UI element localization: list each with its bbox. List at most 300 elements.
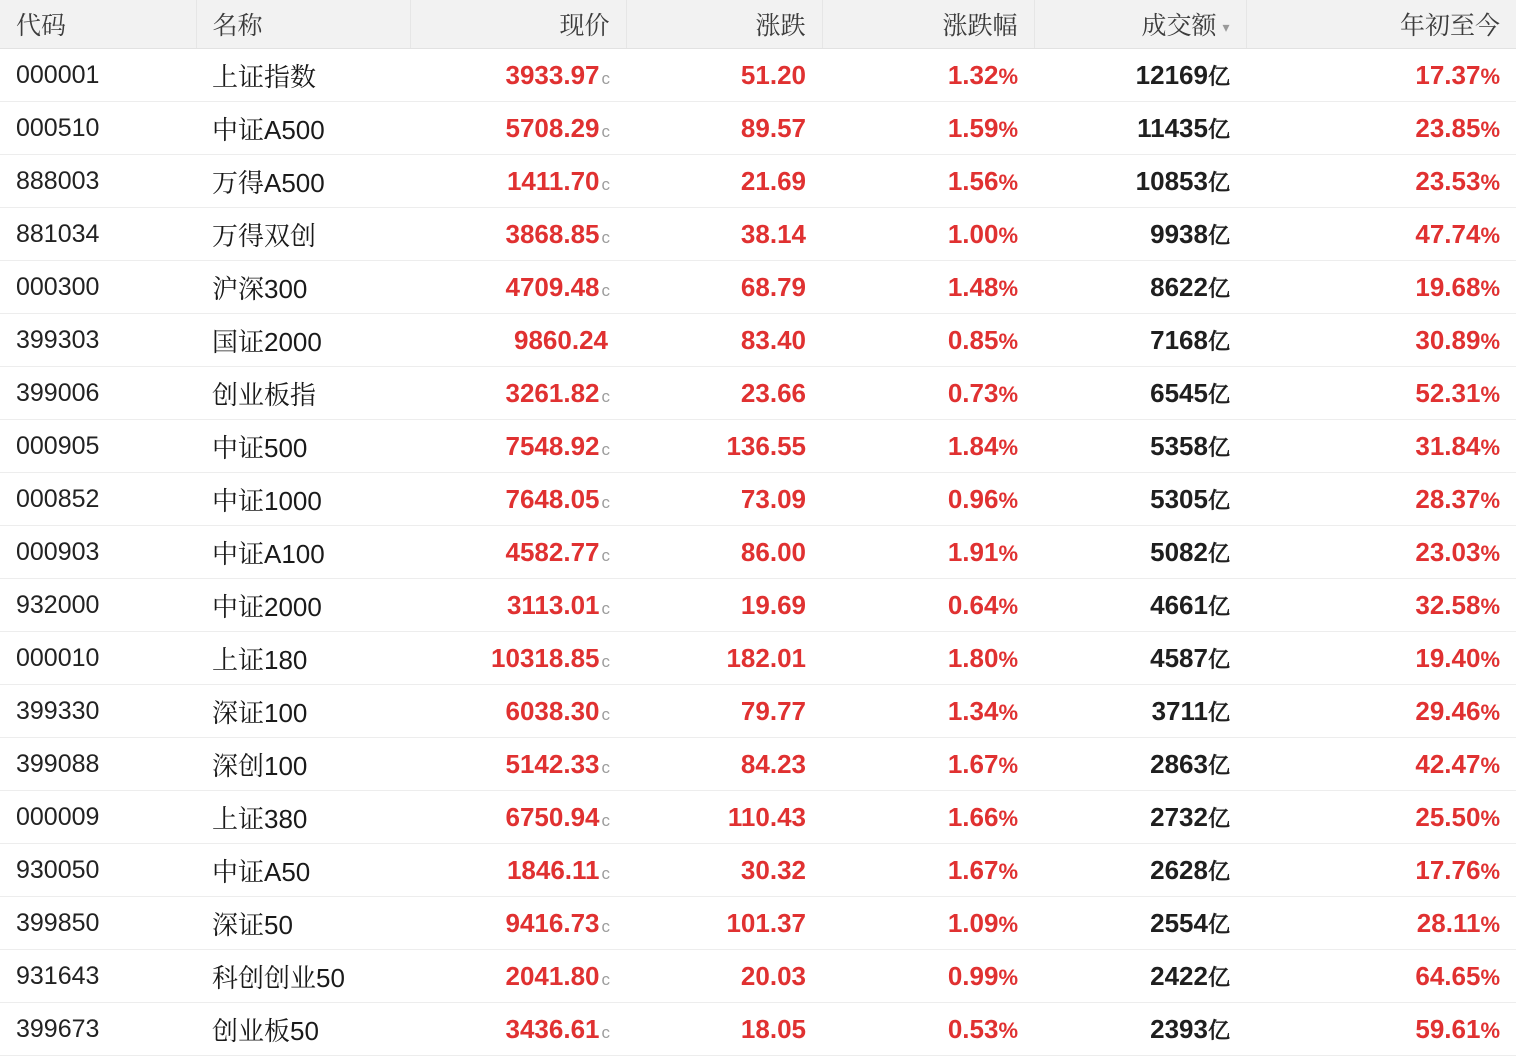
- table-row[interactable]: [0, 738, 1516, 791]
- cell-amount: [1034, 367, 1246, 420]
- cell-name: [196, 420, 410, 473]
- cell-change: [626, 685, 822, 738]
- amount-suffix-label: 亿: [1207, 275, 1230, 301]
- cell-amount: [1034, 579, 1246, 632]
- cell-ytd: [1246, 844, 1516, 897]
- cell-value: 1.48: [947, 271, 999, 302]
- amount-suffix-label: 亿: [1207, 63, 1230, 89]
- percent-suffix-label: %: [998, 487, 1018, 513]
- cell-value: 10318.85: [491, 642, 600, 673]
- cell-code: [0, 367, 196, 420]
- column-header-code[interactable]: [0, 0, 196, 49]
- percent-suffix-label: %: [1480, 540, 1500, 566]
- cell-change-percent: [822, 208, 1034, 261]
- cell-value: 万得双创: [212, 220, 317, 251]
- cell-value: 399330: [16, 696, 100, 725]
- cell-value: 1.09: [947, 907, 999, 938]
- cell-ytd: [1246, 473, 1516, 526]
- price-suffix-label: c: [601, 810, 610, 830]
- cell-value: 2732: [1150, 801, 1208, 832]
- cell-value: 399850: [16, 908, 100, 937]
- cell-amount: [1034, 897, 1246, 950]
- cell-value: 17.76: [1415, 854, 1481, 885]
- price-suffix-label: c: [601, 121, 610, 141]
- cell-value: 888003: [16, 166, 100, 195]
- column-header-label: 名称: [212, 12, 263, 40]
- amount-suffix-label: 亿: [1207, 381, 1230, 407]
- cell-name: [196, 208, 410, 261]
- price-suffix-label: c: [601, 916, 610, 936]
- percent-suffix-label: %: [998, 858, 1018, 884]
- cell-change: [626, 473, 822, 526]
- cell-value: 8622: [1150, 271, 1208, 302]
- cell-change-percent: [822, 155, 1034, 208]
- cell-value: 9416.73: [505, 907, 600, 938]
- cell-change-percent: [822, 49, 1034, 102]
- cell-price: [410, 791, 626, 844]
- percent-suffix-label: %: [1480, 752, 1500, 778]
- table-row[interactable]: [0, 844, 1516, 897]
- cell-ytd: [1246, 1003, 1516, 1056]
- amount-suffix-label: 亿: [1207, 646, 1230, 672]
- cell-change: [626, 208, 822, 261]
- cell-value: 上证指数: [212, 61, 317, 92]
- cell-value: 19.69: [740, 589, 806, 620]
- cell-value: 31.84: [1415, 430, 1481, 461]
- cell-value: 399006: [16, 378, 100, 407]
- cell-ytd: [1246, 791, 1516, 844]
- amount-suffix-label: 亿: [1207, 964, 1230, 990]
- cell-value: 47.74: [1415, 218, 1481, 249]
- cell-value: 19.68: [1415, 271, 1481, 302]
- percent-suffix-label: %: [1480, 487, 1500, 513]
- cell-value: 1.00: [947, 218, 999, 249]
- cell-value: 11435: [1137, 112, 1208, 143]
- table-row[interactable]: [0, 1003, 1516, 1056]
- cell-value: 2422: [1150, 960, 1208, 991]
- cell-change: [626, 261, 822, 314]
- percent-suffix-label: %: [1480, 381, 1500, 407]
- cell-value: 23.66: [740, 377, 806, 408]
- cell-value: 23.85: [1415, 112, 1481, 143]
- cell-value: 5082: [1150, 536, 1208, 567]
- cell-amount: [1034, 791, 1246, 844]
- percent-suffix-label: %: [998, 752, 1018, 778]
- cell-price: [410, 950, 626, 1003]
- cell-change-percent: [822, 420, 1034, 473]
- cell-change-percent: [822, 632, 1034, 685]
- cell-value: 000510: [16, 113, 100, 142]
- percent-suffix-label: %: [1480, 328, 1500, 354]
- cell-value: 89.57: [740, 112, 806, 143]
- cell-value: 30.32: [740, 854, 806, 885]
- cell-change: [626, 420, 822, 473]
- percent-suffix-label: %: [1480, 699, 1500, 725]
- table-body: [0, 49, 1516, 1056]
- table-row[interactable]: [0, 261, 1516, 314]
- cell-change-percent: [822, 526, 1034, 579]
- cell-amount: [1034, 632, 1246, 685]
- table-row[interactable]: [0, 49, 1516, 102]
- cell-value: 深创100: [212, 750, 308, 781]
- cell-value: 110.43: [727, 801, 806, 832]
- price-suffix-label: c: [601, 757, 610, 777]
- cell-ytd: [1246, 102, 1516, 155]
- amount-suffix-label: 亿: [1207, 752, 1230, 778]
- amount-suffix-label: 亿: [1207, 222, 1230, 248]
- cell-value: 中证2000: [212, 591, 322, 622]
- cell-value: 7168: [1150, 324, 1208, 355]
- table-row[interactable]: [0, 314, 1516, 367]
- percent-suffix-label: %: [1480, 116, 1500, 142]
- cell-change: [626, 579, 822, 632]
- table-row[interactable]: [0, 950, 1516, 1003]
- column-header-price[interactable]: [410, 0, 626, 49]
- cell-code: [0, 208, 196, 261]
- cell-value: 51.20: [740, 59, 806, 90]
- cell-value: 52.31: [1415, 377, 1481, 408]
- cell-value: 万得A500: [212, 167, 325, 198]
- cell-name: [196, 261, 410, 314]
- cell-value: 30.89: [1415, 324, 1481, 355]
- cell-value: 1846.11: [506, 854, 600, 885]
- column-header-label: 涨跌幅: [942, 12, 1018, 40]
- cell-value: 中证A50: [212, 856, 311, 887]
- cell-value: 上证380: [212, 803, 308, 834]
- cell-value: 2554: [1150, 907, 1208, 938]
- cell-value: 1.91: [947, 536, 999, 567]
- table-row[interactable]: [0, 367, 1516, 420]
- cell-name: [196, 897, 410, 950]
- cell-name: [196, 685, 410, 738]
- cell-value: 4661: [1150, 589, 1208, 620]
- cell-price: [410, 49, 626, 102]
- amount-suffix-label: 亿: [1207, 593, 1230, 619]
- cell-value: 0.99: [947, 960, 999, 991]
- cell-change: [626, 738, 822, 791]
- percent-suffix-label: %: [1480, 911, 1500, 937]
- cell-price: [410, 897, 626, 950]
- price-suffix-label: c: [601, 280, 610, 300]
- amount-suffix-label: 亿: [1207, 911, 1230, 937]
- cell-value: 28.37: [1415, 483, 1481, 514]
- cell-value: 000852: [16, 484, 100, 513]
- cell-value: 20.03: [740, 960, 806, 991]
- cell-value: 5358: [1150, 430, 1208, 461]
- cell-amount: [1034, 473, 1246, 526]
- column-header-label: 年初至今: [1399, 12, 1500, 40]
- cell-ytd: [1246, 314, 1516, 367]
- cell-value: 881034: [16, 219, 100, 248]
- percent-suffix-label: %: [998, 328, 1018, 354]
- cell-value: 4582.77: [505, 536, 600, 567]
- cell-code: [0, 314, 196, 367]
- cell-code: [0, 897, 196, 950]
- cell-change: [626, 632, 822, 685]
- cell-value: 0.85: [947, 324, 999, 355]
- cell-value: 4709.48: [505, 271, 600, 302]
- cell-amount: [1034, 208, 1246, 261]
- cell-amount: [1034, 1003, 1246, 1056]
- cell-name: [196, 155, 410, 208]
- cell-change-percent: [822, 738, 1034, 791]
- cell-value: 000010: [16, 643, 100, 672]
- cell-code: [0, 473, 196, 526]
- cell-code: [0, 49, 196, 102]
- amount-suffix-label: 亿: [1207, 116, 1230, 142]
- amount-suffix-label: 亿: [1207, 1017, 1230, 1043]
- table-row[interactable]: [0, 685, 1516, 738]
- percent-suffix-label: %: [998, 964, 1018, 990]
- cell-ytd: [1246, 950, 1516, 1003]
- cell-value: 深证50: [212, 909, 293, 940]
- cell-amount: [1034, 420, 1246, 473]
- cell-value: 29.46: [1415, 695, 1481, 726]
- cell-value: 68.79: [740, 271, 806, 302]
- cell-value: 6038.30: [505, 695, 600, 726]
- cell-name: [196, 738, 410, 791]
- cell-amount: [1034, 685, 1246, 738]
- table-row[interactable]: [0, 420, 1516, 473]
- cell-code: [0, 155, 196, 208]
- cell-amount: [1034, 738, 1246, 791]
- percent-suffix-label: %: [998, 434, 1018, 460]
- cell-value: 5305: [1150, 483, 1208, 514]
- percent-suffix-label: %: [1480, 858, 1500, 884]
- cell-value: 0.96: [947, 483, 999, 514]
- cell-value: 23.03: [1415, 536, 1481, 567]
- cell-ytd: [1246, 420, 1516, 473]
- cell-change: [626, 1003, 822, 1056]
- cell-value: 1411.70: [506, 165, 600, 196]
- cell-price: [410, 685, 626, 738]
- cell-code: [0, 526, 196, 579]
- column-header-chg[interactable]: [626, 0, 822, 49]
- price-suffix-label: c: [601, 174, 610, 194]
- table-row[interactable]: [0, 632, 1516, 685]
- cell-code: [0, 685, 196, 738]
- cell-value: 中证A500: [212, 114, 325, 145]
- amount-suffix-label: 亿: [1207, 169, 1230, 195]
- table-row[interactable]: [0, 791, 1516, 844]
- cell-value: 399303: [16, 325, 100, 354]
- cell-price: [410, 579, 626, 632]
- cell-price: [410, 420, 626, 473]
- table-row[interactable]: [0, 208, 1516, 261]
- percent-suffix-label: %: [998, 593, 1018, 619]
- cell-value: 000300: [16, 272, 100, 301]
- cell-value: 1.84: [947, 430, 999, 461]
- cell-code: [0, 261, 196, 314]
- table-row[interactable]: [0, 897, 1516, 950]
- cell-name: [196, 791, 410, 844]
- price-suffix-label: c: [601, 227, 610, 247]
- price-suffix-label: c: [601, 439, 610, 459]
- cell-value: 182.01: [726, 642, 806, 673]
- percent-suffix-label: %: [998, 540, 1018, 566]
- cell-change-percent: [822, 579, 1034, 632]
- price-suffix-label: c: [601, 545, 610, 565]
- cell-value: 18.05: [740, 1013, 806, 1044]
- cell-change-percent: [822, 102, 1034, 155]
- amount-suffix-label: 亿: [1207, 540, 1230, 566]
- percent-suffix-label: %: [998, 222, 1018, 248]
- percent-suffix-label: %: [998, 911, 1018, 937]
- column-header-amt[interactable]: [1034, 0, 1246, 49]
- cell-price: [410, 844, 626, 897]
- column-header-pct[interactable]: [822, 0, 1034, 49]
- cell-value: 28.11: [1416, 907, 1481, 938]
- percent-suffix-label: %: [998, 169, 1018, 195]
- cell-value: 931643: [16, 961, 100, 990]
- cell-code: [0, 844, 196, 897]
- cell-change-percent: [822, 950, 1034, 1003]
- cell-value: 沪深300: [212, 273, 308, 304]
- cell-value: 32.58: [1415, 589, 1481, 620]
- cell-value: 3436.61: [505, 1013, 600, 1044]
- cell-amount: [1034, 102, 1246, 155]
- cell-value: 73.09: [740, 483, 806, 514]
- cell-change-percent: [822, 791, 1034, 844]
- cell-code: [0, 632, 196, 685]
- cell-value: 中证500: [212, 432, 308, 463]
- table-row[interactable]: [0, 579, 1516, 632]
- cell-change: [626, 155, 822, 208]
- percent-suffix-label: %: [1480, 593, 1500, 619]
- amount-suffix-label: 亿: [1207, 699, 1230, 725]
- cell-value: 25.50: [1415, 801, 1481, 832]
- percent-suffix-label: %: [1480, 275, 1500, 301]
- price-suffix-label: c: [601, 863, 610, 883]
- cell-value: 19.40: [1415, 642, 1481, 673]
- cell-value: 5142.33: [505, 748, 600, 779]
- cell-amount: [1034, 314, 1246, 367]
- cell-ytd: [1246, 897, 1516, 950]
- cell-value: 136.55: [726, 430, 806, 461]
- cell-value: 000903: [16, 537, 100, 566]
- price-suffix-label: c: [601, 386, 610, 406]
- cell-change: [626, 844, 822, 897]
- cell-value: 399088: [16, 749, 100, 778]
- amount-suffix-label: 亿: [1207, 434, 1230, 460]
- cell-amount: [1034, 526, 1246, 579]
- cell-value: 9938: [1150, 218, 1208, 249]
- column-header-label: 涨跌: [755, 12, 806, 40]
- cell-price: [410, 314, 626, 367]
- cell-value: 0.53: [947, 1013, 999, 1044]
- cell-value: 932000: [16, 590, 100, 619]
- percent-suffix-label: %: [998, 1017, 1018, 1043]
- cell-value: 1.34: [947, 695, 999, 726]
- cell-code: [0, 420, 196, 473]
- cell-value: 3933.97: [505, 59, 600, 90]
- cell-value: 1.80: [947, 642, 999, 673]
- cell-value: 42.47: [1415, 748, 1481, 779]
- price-suffix-label: c: [601, 704, 610, 724]
- cell-change: [626, 102, 822, 155]
- cell-code: [0, 102, 196, 155]
- cell-change: [626, 526, 822, 579]
- cell-value: 深证100: [212, 697, 308, 728]
- cell-ytd: [1246, 579, 1516, 632]
- column-header-name[interactable]: [196, 0, 410, 49]
- cell-value: 86.00: [740, 536, 806, 567]
- price-suffix-label: c: [601, 598, 610, 618]
- cell-value: 000009: [16, 802, 100, 831]
- cell-value: 中证A100: [212, 538, 325, 569]
- price-suffix-label: c: [601, 492, 610, 512]
- column-header-ytd[interactable]: [1246, 0, 1516, 49]
- cell-ytd: [1246, 367, 1516, 420]
- cell-name: [196, 950, 410, 1003]
- cell-value: 1.59: [947, 112, 999, 143]
- percent-suffix-label: %: [998, 63, 1018, 89]
- percent-suffix-label: %: [998, 116, 1018, 142]
- cell-price: [410, 208, 626, 261]
- cell-name: [196, 526, 410, 579]
- cell-value: 6545: [1150, 377, 1208, 408]
- percent-suffix-label: %: [1480, 1017, 1500, 1043]
- cell-value: 9860.24: [514, 324, 608, 355]
- cell-value: 12169: [1135, 59, 1208, 90]
- cell-value: 64.65: [1415, 960, 1481, 991]
- table-row[interactable]: [0, 526, 1516, 579]
- table-row[interactable]: [0, 155, 1516, 208]
- price-suffix-label: c: [601, 1022, 610, 1042]
- cell-value: 3113.01: [506, 589, 600, 620]
- cell-price: [410, 155, 626, 208]
- cell-value: 17.37: [1415, 59, 1481, 90]
- cell-change: [626, 49, 822, 102]
- cell-change: [626, 791, 822, 844]
- cell-value: 上证180: [212, 644, 308, 675]
- cell-name: [196, 632, 410, 685]
- cell-price: [410, 526, 626, 579]
- cell-value: 1.66: [947, 801, 999, 832]
- cell-value: 1.32: [947, 59, 999, 90]
- percent-suffix-label: %: [998, 646, 1018, 672]
- cell-name: [196, 844, 410, 897]
- cell-name: [196, 473, 410, 526]
- cell-value: 59.61: [1415, 1013, 1481, 1044]
- cell-ytd: [1246, 632, 1516, 685]
- percent-suffix-label: %: [1480, 646, 1500, 672]
- cell-code: [0, 791, 196, 844]
- cell-value: 21.69: [740, 165, 806, 196]
- cell-ytd: [1246, 738, 1516, 791]
- price-suffix-label: c: [601, 651, 610, 671]
- percent-suffix-label: %: [1480, 434, 1500, 460]
- cell-amount: [1034, 261, 1246, 314]
- cell-value: 000905: [16, 431, 100, 460]
- cell-change: [626, 367, 822, 420]
- cell-ytd: [1246, 155, 1516, 208]
- table-row[interactable]: [0, 102, 1516, 155]
- sort-desc-icon[interactable]: ▾: [1222, 18, 1230, 35]
- cell-ytd: [1246, 685, 1516, 738]
- cell-value: 930050: [16, 855, 100, 884]
- cell-change-percent: [822, 367, 1034, 420]
- percent-suffix-label: %: [998, 805, 1018, 831]
- cell-name: [196, 314, 410, 367]
- cell-change-percent: [822, 473, 1034, 526]
- cell-name: [196, 367, 410, 420]
- percent-suffix-label: %: [1480, 964, 1500, 990]
- table-row[interactable]: [0, 473, 1516, 526]
- cell-value: 0.64: [947, 589, 999, 620]
- cell-value: 0.73: [947, 377, 999, 408]
- cell-value: 3261.82: [505, 377, 600, 408]
